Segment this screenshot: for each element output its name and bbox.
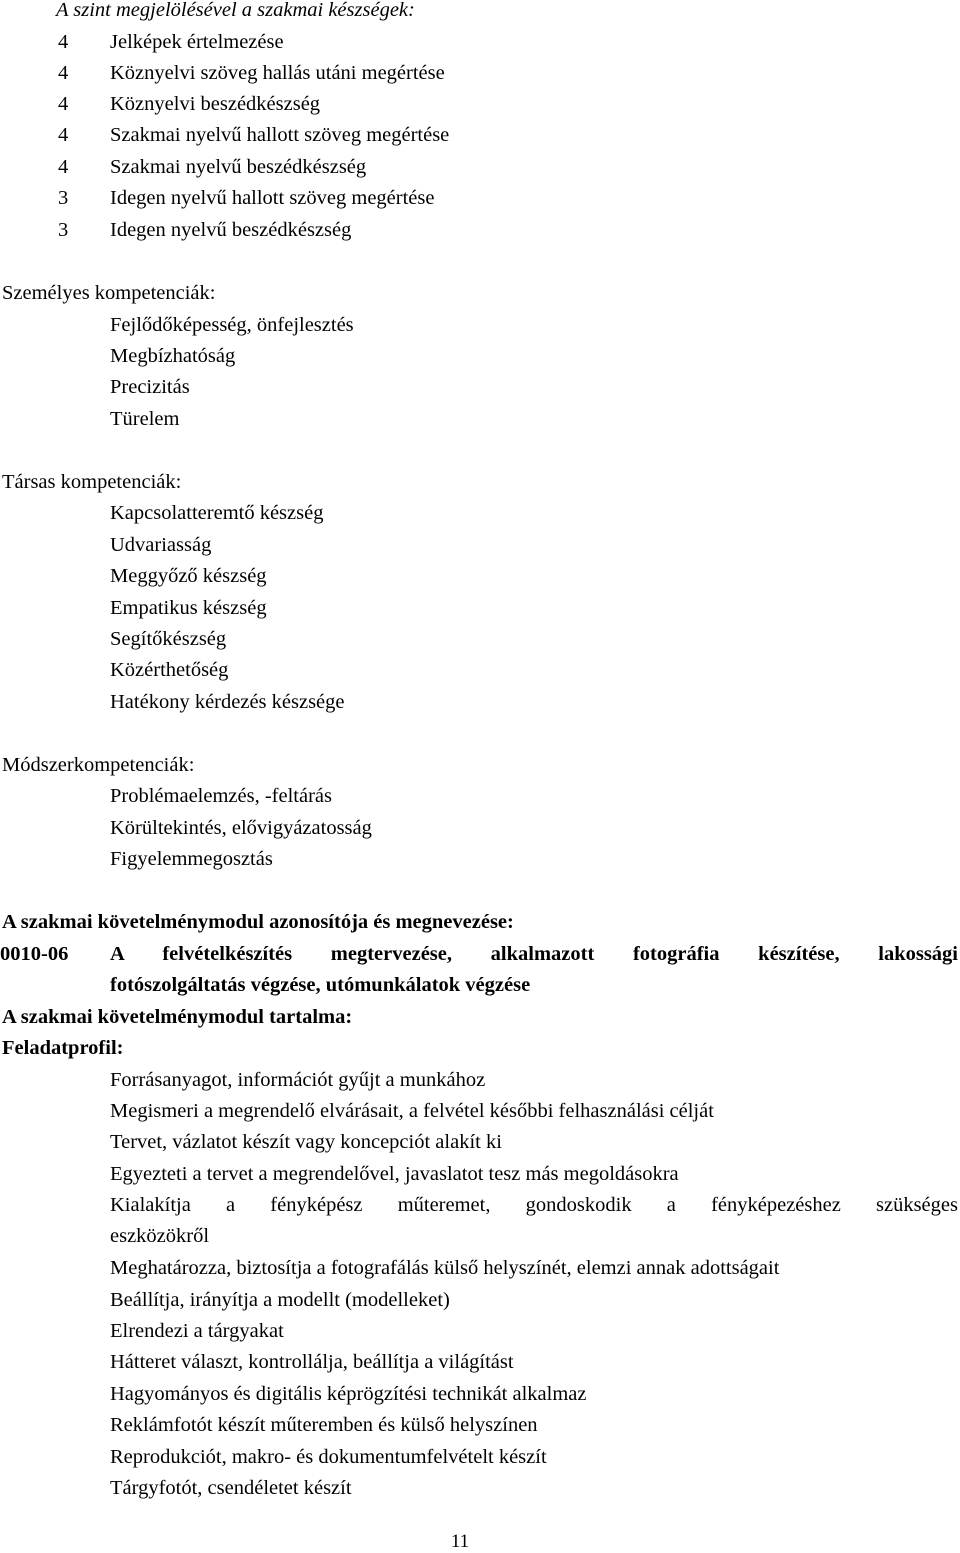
task-item: Reklámfotót készít műteremben és külső helyszínen [110,1414,538,1436]
task-item-continuation: eszközökről [110,1225,210,1247]
social-item: Empatikus készség [110,597,267,619]
task-item: Hátteret választ, kontrollálja, beállítja a világítást [110,1351,514,1373]
personal-item: Megbízhatóság [110,345,236,367]
module-content-header: A szakmai követelménymodul tartalma: [2,1006,353,1028]
task-item: Meghatározza, biztosítja a fotografálás külső helyszínét, elemzi annak adottságait [110,1257,780,1279]
personal-header: Személyes kompetenciák: [2,282,216,304]
personal-item: Precizitás [110,376,190,398]
task-item: Forrásanyagot, információt gyűjt a munkához [110,1069,486,1091]
task-item: Beállítja, irányítja a modellt (modelleket) [110,1289,450,1311]
skill-level: 4 [58,93,69,115]
social-item: Udvariasság [110,534,212,556]
skill-text: Szakmai nyelvű beszédkészség [110,156,367,178]
task-item-wrapped [0,1192,960,1218]
module-title-row [0,941,960,967]
skill-level: 4 [58,156,69,178]
method-item: Körültekintés, elővigyázatosság [110,817,372,839]
task-item: Elrendezi a tárgyakat [110,1320,284,1342]
skill-level: 4 [58,62,69,84]
social-item: Közérthetőség [110,659,229,681]
skills-header: A szint megjelölésével a szakmai készségek: [56,0,415,21]
social-header: Társas kompetenciák: [2,471,182,493]
skill-level: 4 [58,31,69,53]
module-id-header: A szakmai követelménymodul azonosítója és megnevezése: [2,911,514,933]
social-item: Kapcsolatteremtő készség [110,502,324,524]
task-item: Tárgyfotót, csendéletet készít [110,1477,352,1499]
task-item: Megismeri a megrendelő elvárásait, a felvétel későbbi felhasználási célját [110,1100,714,1122]
task-item: Reprodukciót, makro- és dokumentumfelvételt készít [110,1446,547,1468]
task-item: Tervet, vázlatot készít vagy koncepciót alakít ki [110,1131,502,1153]
skill-level: 4 [58,124,69,146]
skill-text: Idegen nyelvű beszédkészség [110,219,352,241]
method-header: Módszerkompetenciák: [2,754,195,776]
skill-text: Köznyelvi szöveg hallás utáni megértése [110,62,445,84]
task-item: Hagyományos és digitális képrögzítési technikát alkalmaz [110,1383,587,1405]
task-item: Kialakítja a fényképész műteremet, gondoskodik a fényképezéshez szükséges [110,1194,958,1216]
module-code: 0010-06 [0,943,69,965]
module-title-line: A felvételkészítés megtervezése, alkalmazott fotográfia készítése, lakossági [110,943,958,965]
page-number: 11 [450,1531,470,1552]
personal-item: Türelem [110,408,180,430]
task-profile-header: Feladatprofil: [2,1037,124,1059]
method-item: Figyelemmegosztás [110,848,273,870]
social-item: Segítőkészség [110,628,227,650]
skill-text: Idegen nyelvű hallott szöveg megértése [110,187,435,209]
social-item: Hatékony kérdezés készsége [110,691,345,713]
task-item: Egyezteti a tervet a megrendelővel, javaslatot tesz más megoldásokra [110,1163,679,1185]
skill-level: 3 [58,219,69,241]
skill-text: Köznyelvi beszédkészség [110,93,321,115]
skill-level: 3 [58,187,69,209]
social-item: Meggyőző készség [110,565,267,587]
method-item: Problémaelemzés, -feltárás [110,785,332,807]
module-title-line: fotószolgáltatás végzése, utómunkálatok végzése [110,974,531,996]
skill-text: Jelképek értelmezése [110,31,284,53]
personal-item: Fejlődőképesség, önfejlesztés [110,314,354,336]
skill-text: Szakmai nyelvű hallott szöveg megértése [110,124,450,146]
